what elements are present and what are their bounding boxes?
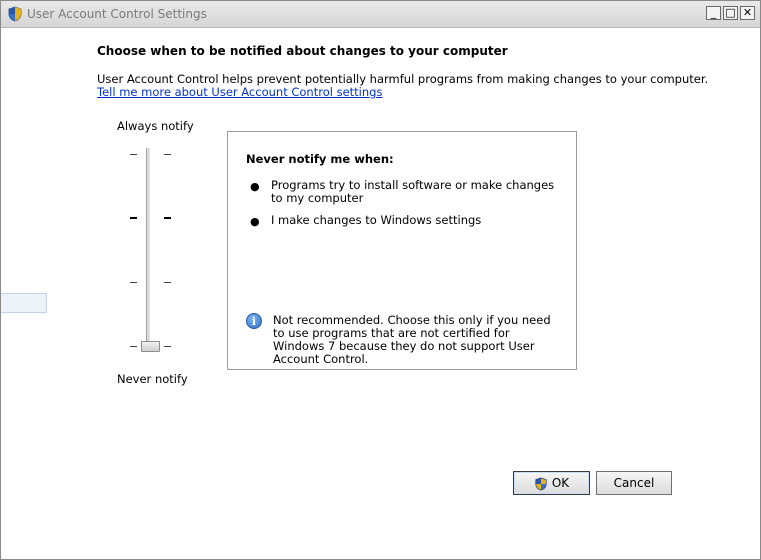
slider-tick	[130, 346, 137, 347]
uac-shield-icon	[7, 6, 23, 22]
learn-more-link[interactable]: Tell me more about User Account Control settings	[97, 85, 383, 99]
slider-tick	[130, 217, 137, 219]
window-title: User Account Control Settings	[27, 7, 207, 21]
info-icon: i	[246, 313, 262, 329]
content-area	[1, 28, 760, 559]
bullet-text: I make changes to Windows settings	[271, 213, 482, 227]
slider-tick	[130, 154, 137, 155]
uac-shield-icon	[534, 477, 548, 491]
bullet-icon: ●	[250, 215, 260, 228]
slider-top-label: Always notify	[117, 119, 194, 133]
slider-tick	[164, 154, 171, 155]
slider-bottom-label: Never notify	[117, 372, 188, 386]
info-text: Not recommended. Choose this only if you need to use programs that are not certified for Windows 7 because they do not support User Account Control.	[273, 313, 551, 366]
slider-track[interactable]	[146, 148, 150, 348]
title-bar	[1, 1, 760, 28]
page-heading: Choose when to be notified about changes to your computer	[97, 44, 508, 58]
bullet-icon: ●	[250, 180, 260, 193]
page-description: User Account Control helps prevent potentially harmful programs from making changes to your computer.	[97, 72, 709, 86]
slider-tick	[130, 282, 137, 283]
slider-tick	[164, 217, 171, 219]
maximize-button[interactable]: □	[723, 6, 738, 20]
ok-button[interactable]	[513, 471, 590, 495]
bullet-text: Programs try to install software or make changes to my computer	[271, 178, 555, 205]
slider-tick	[164, 282, 171, 283]
close-button[interactable]: ✕	[740, 6, 755, 20]
background-window-fragment	[1, 293, 47, 313]
minimize-button[interactable]: _	[706, 6, 721, 20]
slider-tick	[164, 346, 171, 347]
slider-thumb[interactable]	[141, 341, 160, 352]
cancel-button[interactable]: Cancel	[596, 471, 672, 495]
panel-title: Never notify me when:	[246, 152, 394, 166]
description-panel	[227, 131, 577, 370]
ok-button-label: OK	[551, 476, 570, 490]
